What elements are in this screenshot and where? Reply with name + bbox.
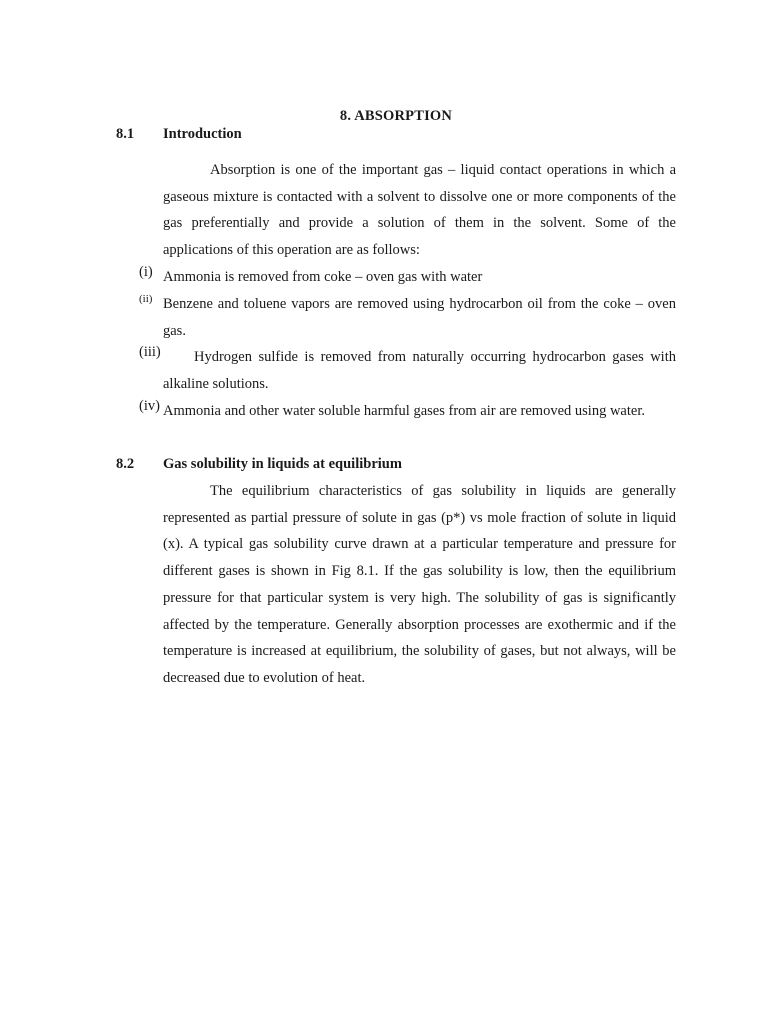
- intro-paragraph-text: Absorption is one of the important gas – liquid contact operations in which a gaseous mixture is contacted with a solvent to dissolve one or more components of the gas preferentially and provide a solution of them in the solvent. Some of the applications of this operation are as follows:: [163, 162, 676, 259]
- list-item-number: (iii): [139, 344, 161, 360]
- solubility-paragraph-text: The equilibrium characteristics of gas solubility in liquids are generally represented as partial pressure of solute in gas (p*) vs mole fraction of solute in liquid (x). A typical gas solubility curve drawn at a particular temperature and pressure for different gases is shown in Fig 8.1. If the gas solubility is low, then the equilibrium pressure for that particular system is very high. The solubility of gas is significantly affected by the temperature. Generally absorption processes are exothermic and if the temperature is increased at equilibrium, the solubility of gases, but not always, will be decreased due to evolution of heat.: [163, 483, 676, 686]
- intro-paragraph: [163, 157, 676, 264]
- list-item-number: (iv): [139, 398, 160, 414]
- section-title: Introduction: [163, 126, 242, 142]
- list-item-text: Hydrogen sulfide is removed from naturally occurring hydrocarbon gases with alkaline solutions.: [163, 349, 676, 392]
- section-title: Gas solubility in liquids at equilibrium: [163, 456, 402, 472]
- solubility-paragraph: [163, 478, 676, 692]
- list-item-number: (ii): [139, 293, 153, 305]
- list-item-text: Ammonia is removed from coke – oven gas with water: [163, 269, 483, 285]
- list-item-text: Benzene and toluene vapors are removed using hydrocarbon oil from the coke – oven gas.: [163, 296, 676, 339]
- chapter-title: 8. ABSORPTION: [339, 108, 453, 124]
- section-number: 8.1: [116, 126, 135, 142]
- list-item-text: Ammonia and other water soluble harmful gases from air are removed using water.: [163, 403, 645, 419]
- list-item-number: (i): [139, 264, 153, 280]
- section-number: 8.2: [116, 456, 135, 472]
